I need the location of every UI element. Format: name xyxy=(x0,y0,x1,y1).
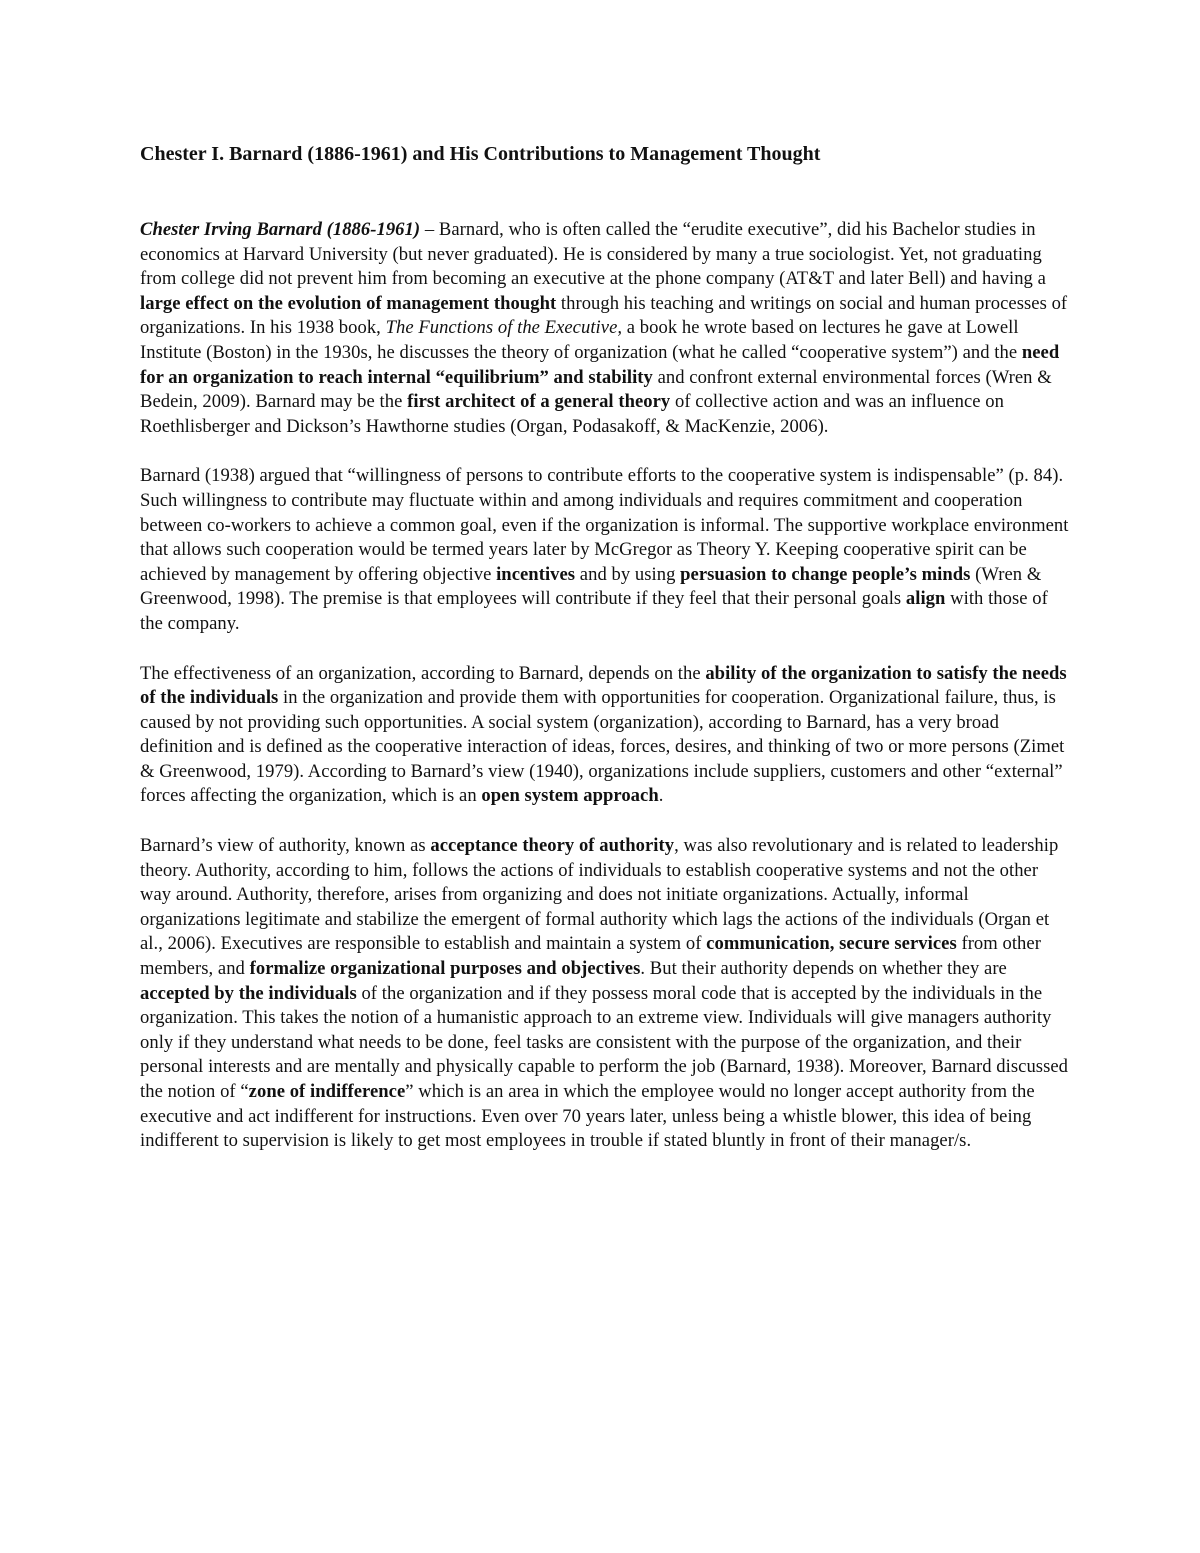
emphasized-text: ability of the organization to satisfy the needs of the individuals xyxy=(140,662,1067,709)
body-paragraph xyxy=(140,218,1070,439)
emphasized-text: need for an organization to reach internal “equilibrium” and stability xyxy=(140,341,1060,388)
paragraphs-container xyxy=(140,218,1070,1154)
paragraph-text: in the organization and provide them with opportunities for cooperation. Organizational failure, thus, is caused by not providing such opportunities. A social system (organization), according to Barnard, has a very broad definition and is defined as the cooperative interaction of ideas, forces, desires, and thinking of two or more persons (Zimet & Greenwood, 1979). According to Barnard’s view (1940), organizations include suppliers, customers and other “external” forces affecting the organization, which is an xyxy=(140,687,1065,807)
emphasized-text: communication, secure services xyxy=(706,933,957,955)
emphasized-text: zone of indifference xyxy=(248,1081,406,1102)
body-paragraph xyxy=(140,662,1070,810)
paragraph-text: . xyxy=(658,785,664,807)
body-paragraph xyxy=(140,464,1070,636)
paragraph-text: of collective action and was an influence on Roethlisberger and Dickson’s Hawthorne studies (Organ, Podasakoff, & MacKenzie, 2006). xyxy=(140,391,1004,437)
paragraph-text: Barnard’s view of authority, known as xyxy=(140,835,431,857)
emphasized-text: persuasion to change people’s minds xyxy=(680,563,971,585)
paragraph-text: , was also revolutionary and is related to leadership theory. Authority, according to him, follows the actions of individuals to establish cooperative systems and not the other way around. Authority, therefore, arises from organizing and does not initiate organizations. Actually, informal organizations legitimate and stabilize the emergent of formal authority which lags the actions of the individuals (Organ et al., 2006). Executives are responsible to establish and maintain a system of xyxy=(140,835,1059,955)
paragraph-text: (Wren & Greenwood, 1998). The premise is that employees will contribute if they feel that their personal goals xyxy=(140,563,1042,610)
paragraph-text: and by using xyxy=(575,563,681,585)
emphasized-text: formalize organizational purposes and objectives xyxy=(249,958,641,980)
emphasized-text: accepted by the individuals xyxy=(140,982,357,1004)
paragraph-text: a book he wrote based on lectures he gave at Lowell Institute (Boston) in the 1930s, he discusses the theory of organization (what he called “cooperative system”) and the xyxy=(140,317,1022,363)
emphasized-text: open system approach xyxy=(481,785,659,807)
paragraph-text: . But their authority depends on whether they are xyxy=(640,958,1007,980)
document-title: Chester I. Barnard (1886-1961) and His Contributions to Management Thought xyxy=(140,143,821,165)
paragraph-text: Barnard (1938) argued that “willingness of persons to contribute efforts to the cooperative system is indispensable” (p. 84). Such willingness to contribute may fluctuate within and among individuals and requires commitment and cooperation between co-workers to achieve a common goal, even if the organization is informal. The supportive workplace environment that allows such cooperation would be termed years later by McGregor as Theory Y. Keeping cooperative spirit can be achieved by management by offering objective xyxy=(140,465,1069,585)
paragraph-text: from other members, and xyxy=(140,933,1041,980)
emphasized-text: large effect on the evolution of management thought xyxy=(140,292,557,314)
paragraph-text: and confront external environmental forces (Wren & Bedein, 2009). Barnard may be the xyxy=(140,366,1052,413)
paragraph-text: ” which is an area in which the employee would no longer accept authority from the executive and act indifferent for instructions. Even over 70 years later, unless being a whistle blower, this idea of being indifferent to supervision is likely to get most employees in trouble if stated bluntly in front of their manager/s. xyxy=(140,1081,1035,1152)
emphasized-text: Chester Irving Barnard (1886-1961) xyxy=(140,219,421,240)
document-body xyxy=(140,140,1070,1179)
emphasized-text: acceptance theory of authority xyxy=(430,835,675,857)
emphasized-text: first architect of a general theory xyxy=(407,391,671,413)
emphasized-text: The Functions of the Executive, xyxy=(385,317,623,339)
emphasized-text: align xyxy=(905,588,946,610)
body-paragraph xyxy=(140,834,1070,1154)
paragraph-text: of the organization and if they possess moral code that is accepted by the individuals in the organization. This takes the notion of a humanistic approach to an extreme view. Individuals will give managers authority only if they understand what needs to be done, feel tasks are consistent with the purpose of the organization, and their personal interests and are mentally and physically capable to perform the job (Barnard, 1938). Moreover, Barnard discussed the notion of “ xyxy=(140,982,1069,1102)
paragraph-text: The effectiveness of an organization, according to Barnard, depends on the xyxy=(140,662,706,684)
emphasized-text: incentives xyxy=(496,563,576,585)
paragraph-text: – Barnard, who is often called the “erudite executive”, did his Bachelor studies in economics at Harvard University (but never graduated). He is considered by many a true sociologist. Yet, not graduating from college did not prevent him from becoming an executive at the phone company (AT&T and later Bell) and having a xyxy=(140,219,1046,290)
paragraph-text: through his teaching and writings on social and human processes of organizations. In his 1938 book, xyxy=(140,292,1068,339)
paragraph-text: with those of the company. xyxy=(140,588,1048,634)
